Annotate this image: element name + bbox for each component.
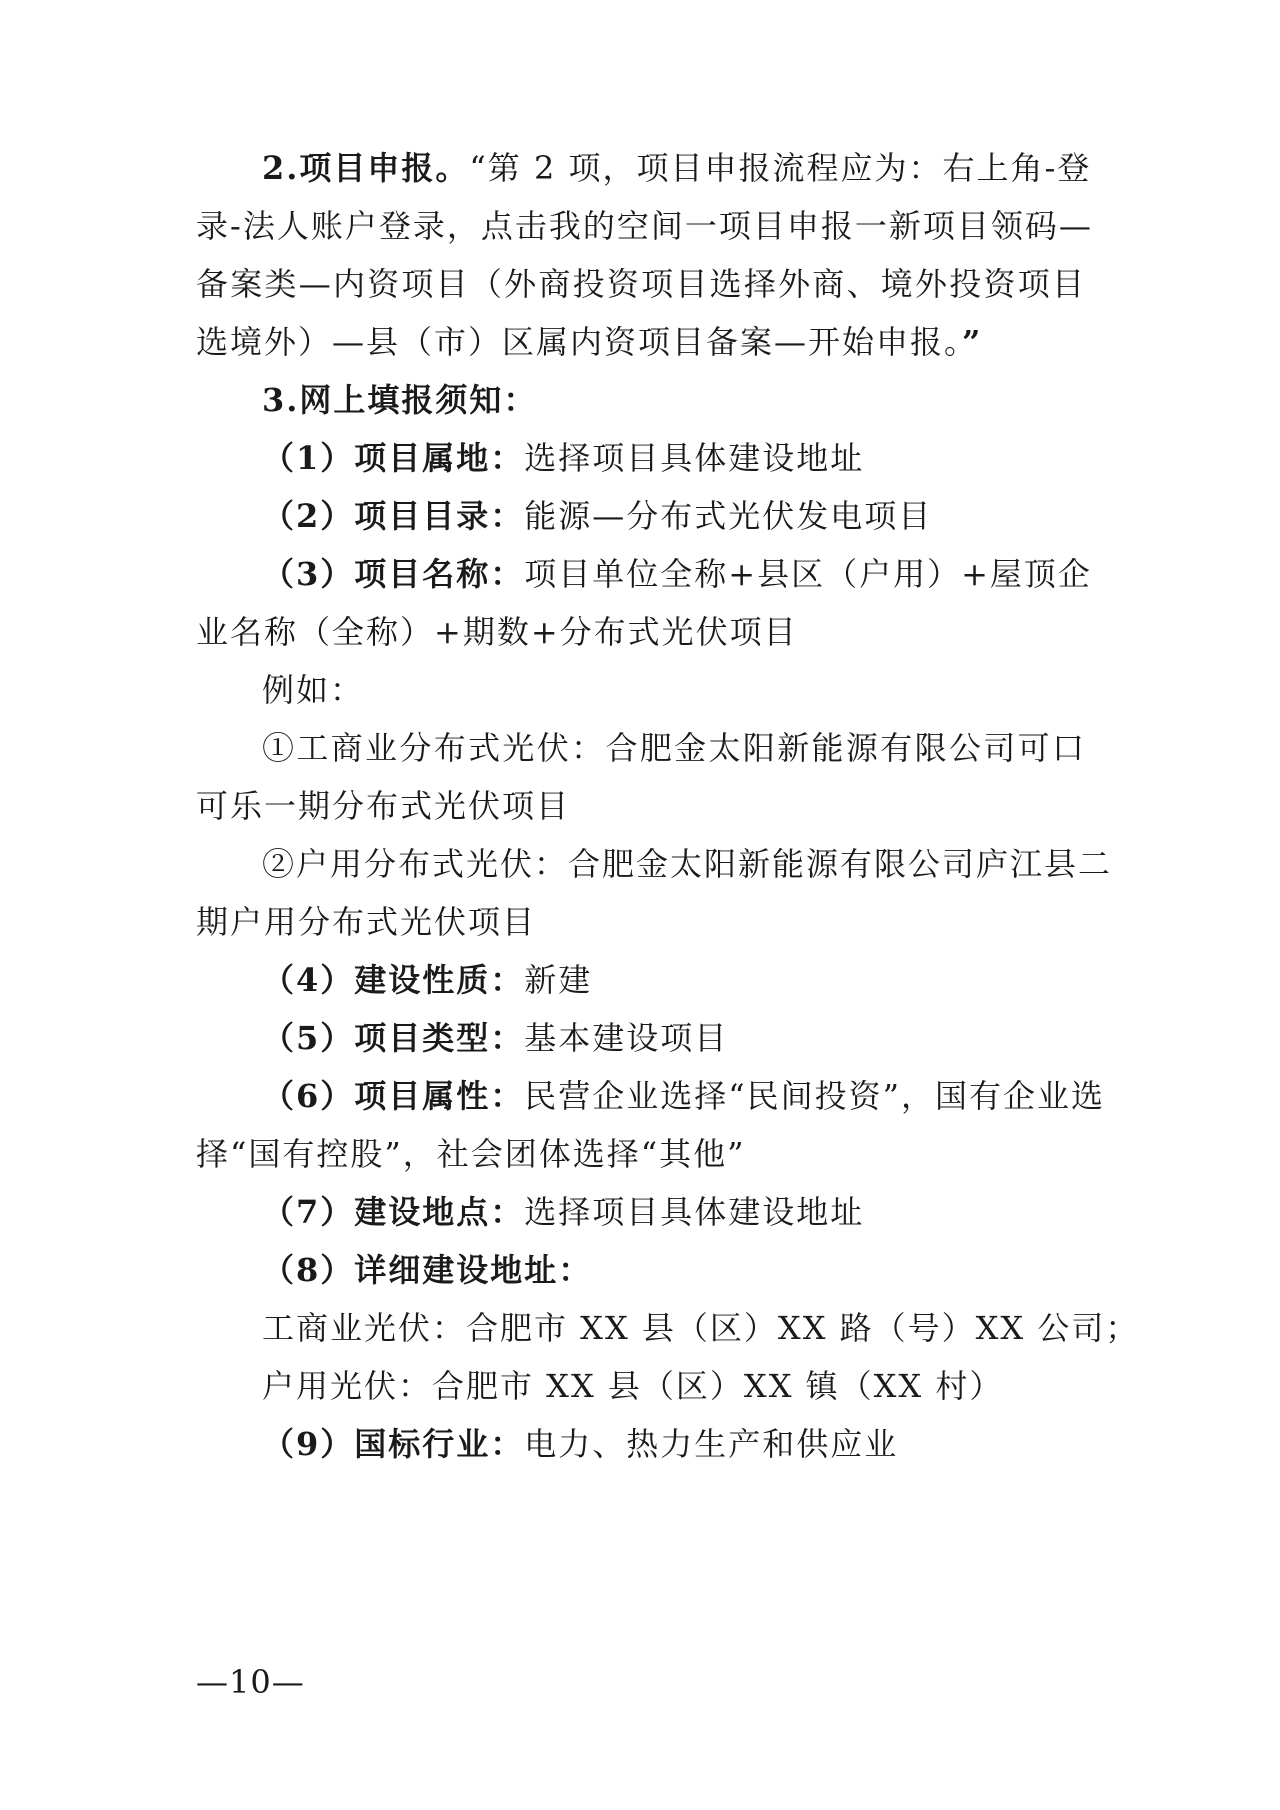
item-7-value: 选择项目具体建设地址 (524, 1193, 865, 1231)
example-2-line2: 期户用分布式光伏项目 (196, 903, 537, 941)
example-intro: 例如： (262, 671, 365, 709)
item-9-value: 电力、热力生产和供应业 (524, 1425, 899, 1463)
item-9-label: （9）国标行业： (262, 1425, 525, 1463)
example-1-line2: 可乐一期分布式光伏项目 (196, 787, 571, 825)
item-6 (262, 1074, 1106, 1118)
item-4-value: 新建 (524, 961, 593, 999)
section2-closing-quote: ” (962, 323, 983, 361)
item-2 (262, 494, 1152, 538)
section2-heading: 2.项目申报。 (262, 149, 470, 187)
item-3 (262, 552, 1092, 596)
item-9 (262, 1422, 1152, 1466)
item-2-label: （2）项目目录： (262, 497, 525, 535)
item-2-value: 能源—分布式光伏发电项目 (524, 497, 933, 535)
item-7-label: （7）建设地点： (262, 1193, 525, 1231)
page-number: —10— (196, 1663, 305, 1701)
example-1-line1: ①工商业分布式光伏：合肥金太阳新能源有限公司可口 (262, 729, 1086, 767)
item-1-label: （1）项目属地： (262, 439, 525, 477)
section2-text-1: “第 2 项，项目申报流程应为：右上角-登 (469, 149, 1092, 187)
address-household: 户用光伏：合肥市 XX 县（区）XX 镇（XX 村） (262, 1367, 1004, 1405)
item-4 (262, 958, 1152, 1002)
item-8 (262, 1248, 1152, 1292)
item-6-continuation: 择“国有控股”，社会团体选择“其他” (196, 1135, 746, 1173)
example-2-line1: ②户用分布式光伏：合肥金太阳新能源有限公司庐江县二 (262, 845, 1113, 883)
address-commercial: 工商业光伏：合肥市 XX 县（区）XX 路（号）XX 公司； (262, 1309, 1140, 1347)
item-6-label: （6）项目属性： (262, 1077, 525, 1115)
item-6-value: 民营企业选择“民间投资”，国有企业选 (524, 1077, 1106, 1115)
item-4-label: （4）建设性质： (262, 961, 525, 999)
item-1-value: 选择项目具体建设地址 (524, 439, 865, 477)
section2-line2: 录-法人账户登录，点击我的空间一项目申报一新项目领码— (196, 207, 1093, 245)
item-8-label: （8）详细建设地址： (262, 1251, 593, 1289)
section2-line4 (196, 320, 1086, 364)
item-5 (262, 1016, 1152, 1060)
item-3-continuation: 业名称（全称）+期数+分布式光伏项目 (196, 613, 798, 651)
item-1 (262, 436, 1152, 480)
section3-heading: 3.网上填报须知： (262, 381, 538, 419)
section2-line3: 备案类—内资项目（外商投资项目选择外商、境外投资项目 (196, 265, 1086, 303)
item-5-value: 基本建设项目 (524, 1019, 729, 1057)
item-5-label: （5）项目类型： (262, 1019, 525, 1057)
section2-text-4: 选境外）—县（市）区属内资项目备案—开始申报。 (196, 323, 963, 361)
item-3-value: 项目单位全称+县区（户用）+屋顶企 (524, 555, 1092, 593)
section2-line1 (262, 146, 1092, 190)
item-3-label: （3）项目名称： (262, 555, 525, 593)
item-7 (262, 1190, 1152, 1234)
